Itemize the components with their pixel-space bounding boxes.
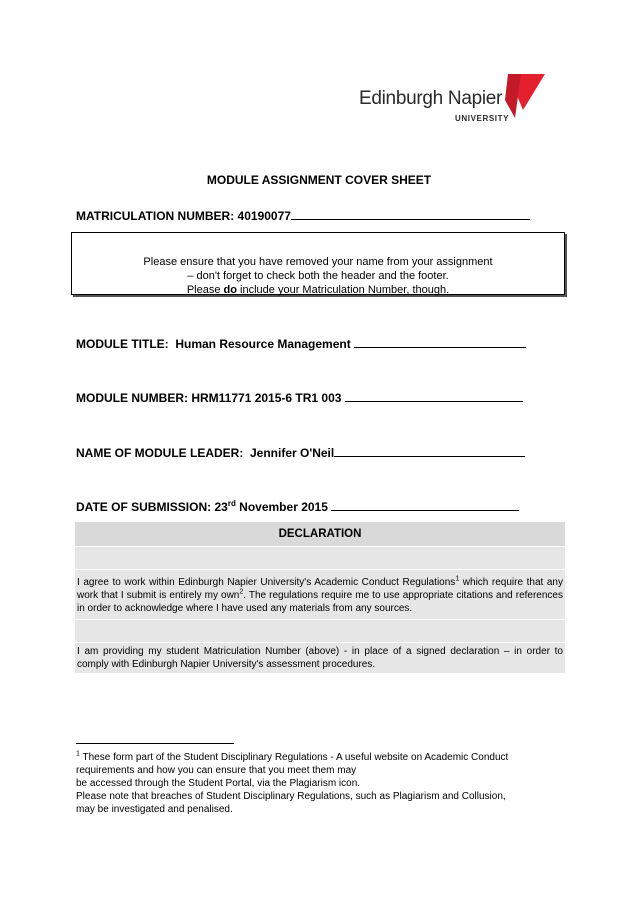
footnote [76, 751, 556, 816]
declaration-paragraph-2: I am providing my student Matriculation Number (above) - in place of a signed declaration – in order to comply with Edinburgh Napier University's assessment procedures. [75, 642, 565, 673]
footnote-separator [76, 743, 234, 744]
footnote-ref-1: 1 [455, 575, 460, 583]
footnote-mark: 1 [76, 750, 80, 758]
matric-field [76, 209, 530, 223]
submission-date-day: 23 [214, 500, 228, 514]
declaration-spacer [75, 546, 565, 569]
submission-date-suffix: rd [227, 499, 236, 508]
footnote-line-5: may be investigated and penalised. [76, 804, 233, 815]
module-leader-label: NAME OF MODULE LEADER: [76, 446, 244, 460]
module-title-field [76, 337, 526, 351]
notice-line-1: Please ensure that you have removed your name from your assignment [143, 256, 493, 268]
module-number-underline [345, 391, 523, 402]
footnote-line-2: requirements and how you can ensure that you meet them may [76, 765, 357, 776]
page-title: MODULE ASSIGNMENT COVER SHEET [206, 173, 432, 187]
footnote-line-3: be accessed through the Student Portal, via the Plagiarism icon. [76, 778, 361, 789]
notice-line-3: Please do include your Matriculation Number, though. [186, 284, 450, 296]
logo-name: Edinburgh Napier [359, 88, 503, 109]
submission-date-field [76, 499, 519, 514]
module-leader-field [76, 446, 525, 460]
logo-university: UNIVERSITY [455, 114, 510, 123]
declaration-spacer-2 [75, 619, 565, 642]
footnote-line-4: Please note that breaches of Student Disciplinary Regulations, such as Plagiarism and Collusion, [76, 791, 506, 802]
footnote-ref-2: 2 [239, 588, 244, 596]
module-leader-value: Jennifer O'Neil [250, 446, 335, 460]
matric-value: 40190077 [237, 209, 291, 223]
matric-label: MATRICULATION NUMBER: [76, 209, 235, 223]
module-title-value: Human Resource Management [175, 337, 351, 351]
module-title-underline [354, 337, 526, 348]
module-number-field [76, 391, 523, 405]
module-leader-underline [334, 446, 525, 457]
module-title-label: MODULE TITLE: [76, 337, 169, 351]
declaration-table [75, 521, 565, 673]
matric-underline [291, 209, 530, 220]
declaration-paragraph-1: I agree to work within Edinburgh Napier University's Academic Conduct Regulations$^1$ which require that any work that I submit is entirely my own$^2$. The regulations require me to use appropriate citations and references in order to acknowledge where I have used any materials from any sources. [75, 569, 565, 619]
footnote-line-1: $^1$ These form part of the Student Disciplinary Regulations - A useful website on Academic Conduct [76, 750, 509, 763]
notice-emphasis: do [223, 284, 237, 296]
declaration-heading: DECLARATION [75, 521, 565, 546]
submission-date-label: DATE OF SUBMISSION: [76, 500, 212, 514]
anonymity-notice [71, 232, 565, 295]
submission-date-rest: November 2015 [239, 500, 328, 514]
module-number-value: HRM11771 2015-6 TR1 003 [191, 391, 342, 405]
submission-date-underline [331, 500, 519, 511]
university-logo [355, 70, 550, 130]
module-number-label: MODULE NUMBER: [76, 391, 188, 405]
notice-line-2: – don't forget to check both the header and the footer. [187, 270, 449, 282]
